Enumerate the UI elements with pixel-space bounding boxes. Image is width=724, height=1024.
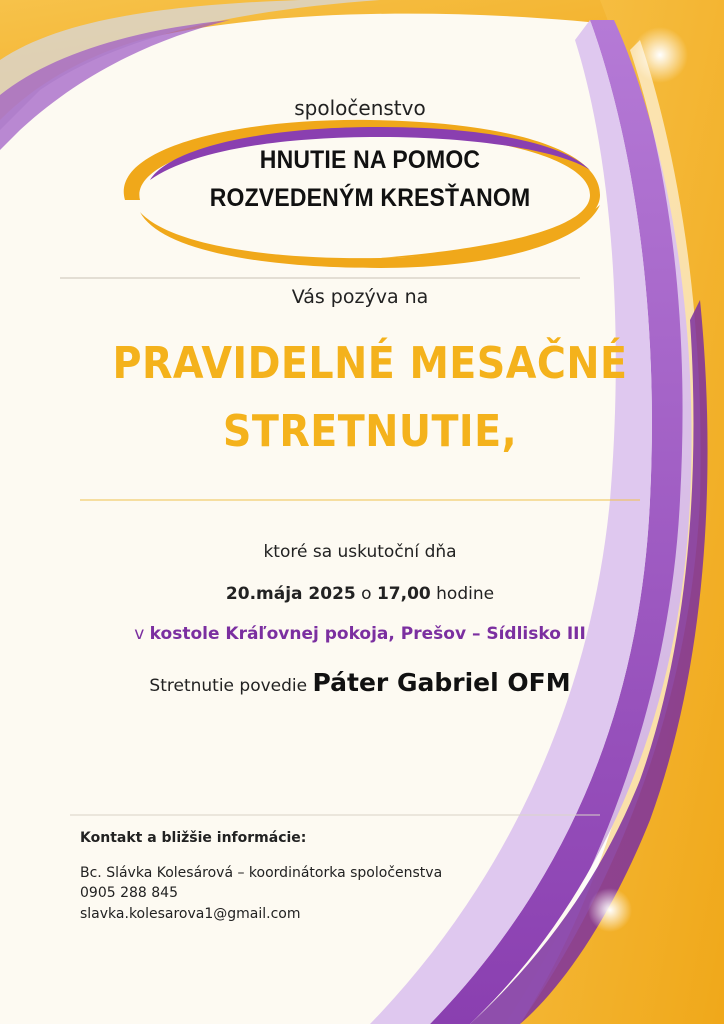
event-place xyxy=(90,624,630,644)
contact-person: Bc. Slávka Kolesárová – koordinátorka spoločenstva xyxy=(80,865,443,881)
contact-phone: 0905 288 845 xyxy=(80,885,178,901)
headline-line2: STRETNUTIE, xyxy=(222,406,518,457)
event-place-prefix: v xyxy=(134,624,145,644)
glow-top xyxy=(632,27,688,83)
event-place-name: kostole Kráľovnej pokoja, Prešov – Sídlisko III xyxy=(149,624,586,644)
event-when-intro: ktoré sa uskutoční dňa xyxy=(263,542,457,562)
event-date: 20.mája 2025 xyxy=(225,584,356,604)
event-time-connector: o xyxy=(361,584,372,604)
glow-bottom xyxy=(588,888,632,932)
event-date-time xyxy=(90,584,630,604)
contact-email: slavka.kolesarova1@gmail.com xyxy=(80,906,301,922)
event-speaker xyxy=(90,668,630,697)
organization-prefix: spoločenstvo xyxy=(294,96,426,120)
event-time-suffix: hodine xyxy=(436,584,495,604)
headline-line1: PRAVIDELNÉ MESAČNÉ xyxy=(112,338,628,389)
event-time: 17,00 xyxy=(376,584,431,604)
event-speaker-intro: Stretnutie povedie xyxy=(149,676,308,696)
organization-name-line1: HNUTIE NA POMOC xyxy=(259,146,481,174)
organization-name-line2: ROZVEDENÝM KRESŤANOM xyxy=(209,184,531,212)
invitation-intro: Vás pozýva na xyxy=(291,286,429,308)
contact-heading: Kontakt a bližšie informácie: xyxy=(80,830,307,846)
event-speaker-name: Páter Gabriel OFM xyxy=(312,668,571,697)
